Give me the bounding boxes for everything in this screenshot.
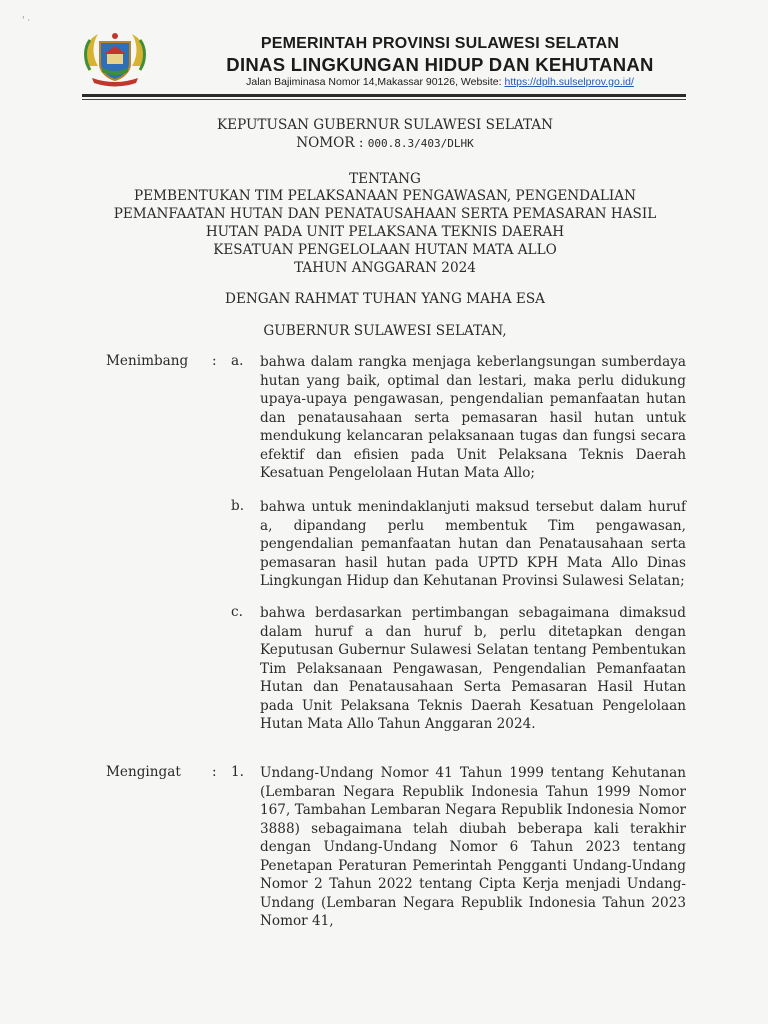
- decree-number-label: NOMOR :: [296, 135, 364, 151]
- letterhead-divider-thin: [82, 99, 686, 100]
- governor-line: GUBERNUR SULAWESI SELATAN,: [263, 323, 507, 339]
- scan-artifact: ' ·: [22, 16, 31, 26]
- letterhead-government: PEMERINTAH PROVINSI SULAWESI SELATAN: [260, 35, 620, 52]
- letterhead-address-line: [160, 75, 720, 89]
- decree-subject-line: TAHUN ANGGARAN 2024: [294, 260, 476, 276]
- letterhead: [160, 34, 720, 89]
- menimbang-item-letter: b.: [231, 498, 245, 514]
- menimbang-item-text: bahwa berdasarkan pertimbangan sebagaimana dimaksud dalam huruf a dan huruf b, perlu ditetapkan dengan Keputusan Gubernur Sulawesi Selatan tentang Pembentukan Tim Pelaksanaan Pengawasan, Pengendalian Pemanfaatan Hutan dan Penatausahaan Serta Pemasaran Hasil Hutan pada Unit Pelaksana Teknis Daerah Kesatuan Pengelolaan Hutan Mata Allo Tahun Anggaran 2024.: [260, 605, 686, 732]
- decree-number: [60, 134, 710, 153]
- decree-subject-line: KESATUAN PENGELOLAAN HUTAN MATA ALLO: [213, 242, 557, 258]
- letterhead-address: Jalan Bajiminasa Nomor 14,Makassar 90126, Website:: [246, 76, 505, 88]
- decree-subject-line: PEMANFAATAN HUTAN DAN PENATAUSAHAAN SERTA PEMASARAN HASIL: [113, 206, 657, 222]
- menimbang-item-text: bahwa untuk menindaklanjuti maksud tersebut dalam huruf a, dipandang perlu membentuk Tim pengawasan, pengendalian pemanfaatan hutan dan Penatausahaan serta pemasaran hasil hutan pada UPTD KPH Mata Allo Dinas Lingkungan Hidup dan Kehutanan Provinsi Sulawesi Selatan;: [260, 499, 686, 589]
- menimbang-label: Menimbang: [106, 353, 189, 369]
- letterhead-agency: DINAS LINGKUNGAN HIDUP DAN KEHUTANAN: [226, 54, 654, 75]
- mengingat-colon: :: [212, 764, 217, 780]
- decree-number-value: 000.8.3/403/DLHK: [367, 137, 474, 150]
- blessing-line: DENGAN RAHMAT TUHAN YANG MAHA ESA: [225, 291, 545, 307]
- decree-subject-line: PEMBENTUKAN TIM PELAKSANAAN PENGAWASAN, PENGENDALIAN: [133, 188, 637, 204]
- letterhead-divider: [82, 94, 686, 97]
- decree-about: TENTANG: [349, 171, 421, 187]
- menimbang-item-letter: a.: [231, 353, 244, 369]
- menimbang-colon: :: [212, 353, 217, 369]
- decree-title: KEPUTUSAN GUBERNUR SULAWESI SELATAN: [216, 117, 553, 133]
- menimbang-item-letter: c.: [231, 604, 243, 620]
- mengingat-item-number: 1.: [231, 764, 244, 780]
- decree-subject-line: HUTAN PADA UNIT PELAKSANA TEKNIS DAERAH: [205, 224, 565, 240]
- menimbang-item-text: bahwa dalam rangka menjaga keberlangsungan sumberdaya hutan yang baik, optimal dan lestari, maka perlu didukung upaya-upaya pengawasan, pengendalian pemanfaatan hutan dan penatausahaan serta pemasaran hasil hutan untuk mendukung kelancaran pelaksanaan tugas dan fungsi secara efektif dan efisien pada Unit Pelaksana Teknis Daerah Kesatuan Pengelolaan Hutan Mata Allo;: [260, 354, 686, 481]
- website-link[interactable]: https://dplh.sulselprov.go.id/: [504, 76, 634, 88]
- mengingat-label: Mengingat: [106, 764, 181, 780]
- province-emblem-logo: [78, 26, 152, 88]
- mengingat-item-text: Undang-Undang Nomor 41 Tahun 1999 tentang Kehutanan (Lembaran Negara Republik Indonesia Tahun 1999 Nomor 167, Tambahan Lembaran Negara Republik Indonesia Nomor 3888) sebagaimana telah diubah beberapa kali terakhir dengan Undang-Undang Nomor 6 Tahun 2023 tentang Penetapan Peraturan Pemerintah Pengganti Undang-Undang Nomor 2 Tahun 2022 tentang Cipta Kerja menjadi Undang-Undang (Lembaran Negara Republik Indonesia Tahun 2023 Nomor 41,: [260, 765, 686, 929]
